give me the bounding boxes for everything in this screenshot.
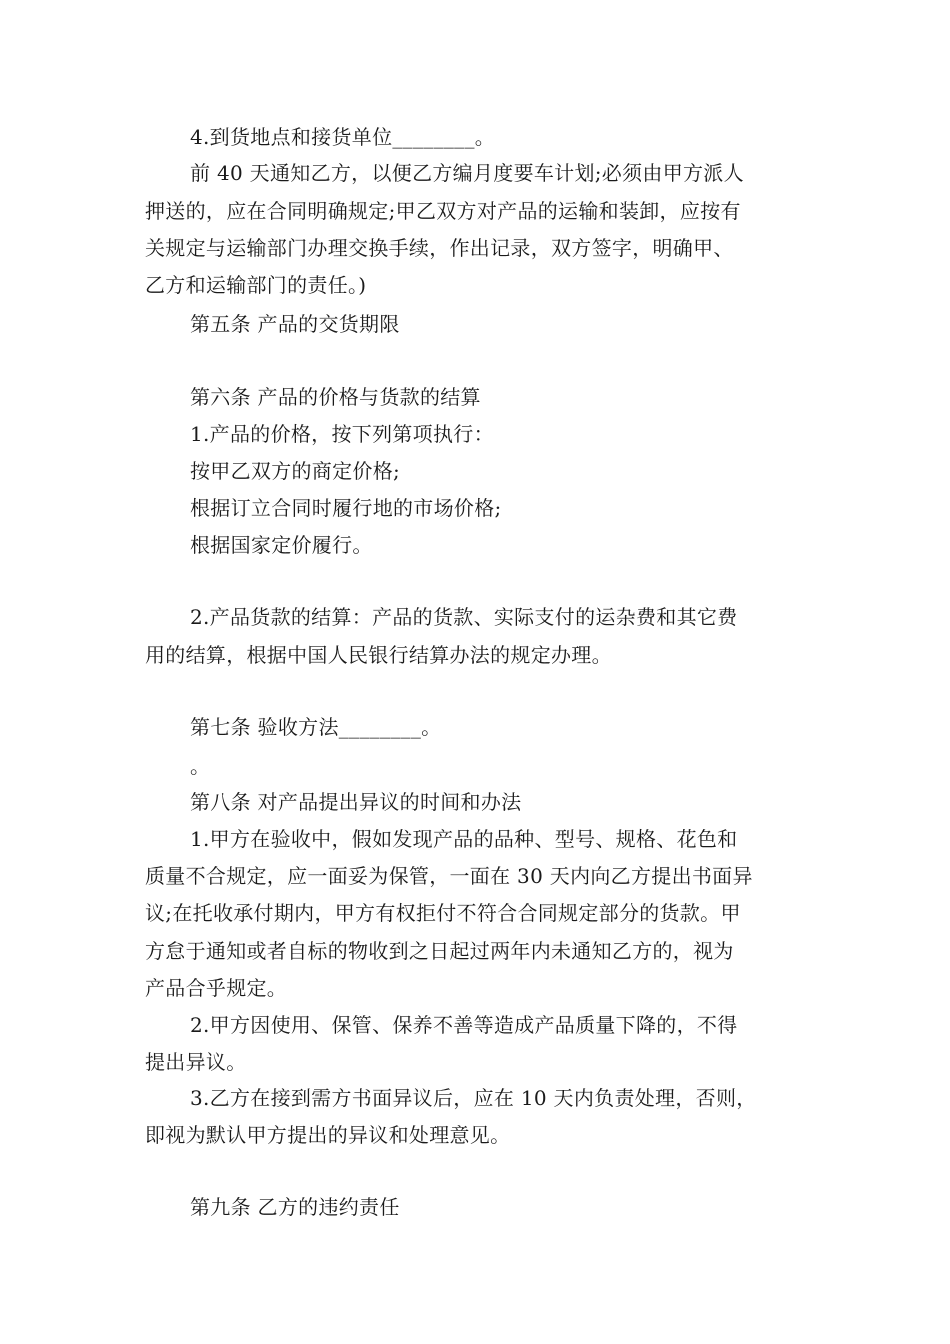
article-6-heading: 第六条 产品的价格与货款的结算 [190, 385, 481, 409]
article-8-heading: 第八条 对产品提出异议的时间和办法 [190, 790, 522, 814]
list-item: 根据国家定价履行。 [190, 533, 373, 557]
list-item: 根据订立合同时履行地的市场价格; [190, 496, 502, 520]
paragraph-line: 1.甲方在验收中，假如发现产品的品种、型号、规格、花色和 [190, 827, 738, 851]
article-7-heading: 第七条 验收方法________。 [190, 715, 442, 739]
paragraph-line: 产品合乎规定。 [145, 976, 288, 1000]
paragraph-line: 。 [190, 754, 211, 778]
paragraph-line: 用的结算，根据中国人民银行结算办法的规定办理。 [145, 643, 612, 667]
paragraph-line: 即视为默认甲方提出的异议和处理意见。 [145, 1123, 511, 1147]
paragraph-line: 押送的，应在合同明确规定;甲乙双方对产品的运输和装卸，应按有 [145, 199, 741, 223]
paragraph-line: 乙方和运输部门的责任。) [145, 273, 367, 297]
paragraph-line: 2.甲方因使用、保管、保养不善等造成产品质量下降的，不得 [190, 1013, 738, 1037]
paragraph-line: 议;在托收承付期内，甲方有权拒付不符合合同规定部分的货款。甲 [145, 901, 741, 925]
list-item: 按甲乙双方的商定价格; [190, 459, 401, 483]
paragraph-line: 关规定与运输部门办理交换手续，作出记录，双方签字，明确甲、 [145, 236, 734, 260]
paragraph-line: 1.产品的价格，按下列第项执行： [190, 422, 494, 446]
clause-4-delivery-location: 4.到货地点和接货单位________。 [190, 125, 496, 149]
paragraph-line: 2.产品货款的结算：产品的货款、实际支付的运杂费和其它费 [190, 605, 738, 629]
paragraph-line: 提出异议。 [145, 1050, 247, 1074]
paragraph-line: 前 40 天通知乙方，以便乙方编月度要车计划;必须由甲方派人 [190, 161, 744, 185]
paragraph-line: 质量不合规定，应一面妥为保管，一面在 30 天内向乙方提出书面异 [145, 864, 753, 888]
article-9-heading: 第九条 乙方的违约责任 [190, 1195, 400, 1219]
article-5-heading: 第五条 产品的交货期限 [190, 312, 400, 336]
paragraph-line: 方怠于通知或者自标的物收到之日起过两年内未通知乙方的，视为 [145, 939, 734, 963]
paragraph-line: 3.乙方在接到需方书面异议后，应在 10 天内负责处理，否则， [190, 1086, 757, 1110]
